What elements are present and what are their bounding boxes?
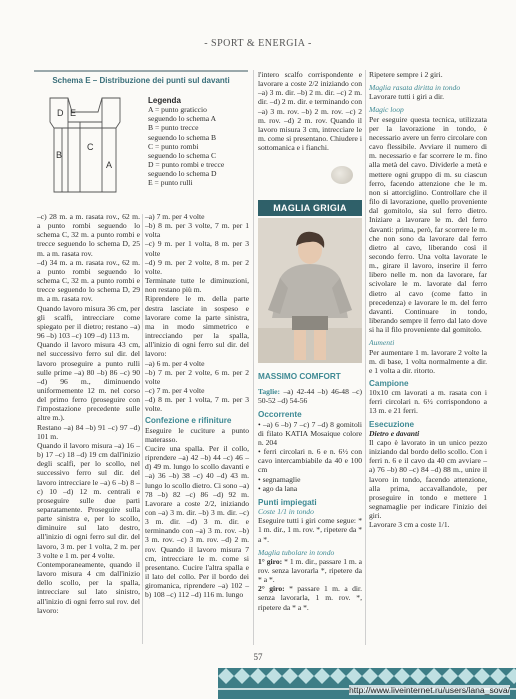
paragraph: Contemporaneamente, quando il lavoro misura 4 cm dall'inizio dello scollo, per la spalla, intrecciare sul lato sinistro, all'inizio di ogni ferro sul rov. del lavoro: xyxy=(37,559,140,615)
section-title: - SPORT & ENERGIA - xyxy=(204,38,312,49)
legend-line: C = punto rombi xyxy=(148,141,199,151)
schema-label: D xyxy=(57,108,64,118)
paragraph: Quando lavoro misura 36 cm, per gli scalfi, intrecciare come spiegato per il dietro; restano –a) 96 –b) 103 –c) 109 –d) 113 m. xyxy=(37,303,140,341)
paragraph: –a) 7 m. per 4 volte xyxy=(145,212,205,221)
page-number: 57 xyxy=(253,652,263,662)
paragraph: Quando il lavoro misura –a) 16 –b) 17 –c) 18 –d) 19 cm dall'inizio degli scalfi, per lo scollo, nel successivo ferro sul dir. del lavoro intrecciare le –a) 6 –b) 8 –c) 10 –d) 12 m. centrali e proseguire sulle due parti separatamente. Proseguire sulla parte sinistra e, per lo scollo, diminuire sul lato destro, all'inizio di ogni ferro sul dir. del lavoro, 3 m. per 1 volta, 2 m. per 3 volte e 1 m. per 4 volte. xyxy=(37,440,140,560)
paragraph: Il capo è lavorato in un unico pezzo iniziando dal bordo dello scollo. Con i ferri n. 6 e il cavo da 40 cm avviare –a) 76 –b) 80 –c) 84 –d) 88 m., unire il lavoro in tondo, facendo attenzione, alla prima, accavallandole, per proseguire in tondo e mettere 1 segnamaglie per indicare l'inizio dei giri. xyxy=(369,437,487,521)
paragraph: –d) 8 m. per 1 volta, 7 m. per 3 volte. xyxy=(145,395,249,414)
paragraph: –c) 28 m. a m. rasata rov., 62 m. a punto rombi seguendo lo schema C, 32 m. a punto rombi e trecce seguendo lo schema D, 25 m. a m. rasata rov. xyxy=(37,212,140,258)
subheading: Aumenti xyxy=(369,338,395,348)
subheading: Dietro e davanti xyxy=(369,428,420,438)
paragraph: Eseguire le cuciture a punto materasso. xyxy=(145,425,249,444)
paragraph: 10x10 cm lavorati a m. rasata con i ferri circolari n. 6½ corrispondono a 13 m. e 21 ferri. xyxy=(369,388,487,416)
legend-line: A = punto graticcio xyxy=(148,105,207,115)
paragraph: Per eseguire questa tecnica, utilizzata per la lavorazione in tondo, è necessario avere un ferro circolare con cavo flessibile. Avviare il numero di m. necessario e far scorrere le m. fino alla metà del cavo. Dividerle a metà e mettere ogni gruppo di m. su ciascun ferro, facendo attenzione che le m. non si attorciglino. Controllare che il filo di lavorazione, quello proveniente dal gomitolo, sia sul ferro dietro. Iniziare a lavorare le m. del ferro davanti: prima, però, far scorrere le m. che non sono da lavorare dal ferro dietro al cavo, liberando così il secondo ferro. Una volta lavorate le m., girare il lavoro, inserire il ferro libero nelle m. non da lavorare, far scivolare le m. lavorate dal ferro dietro al cavo (come fatto in precedenza) e lavorare le m. del ferro davanti. Continuare in tondo, liberando sempre il ferro dal lato dove si ha il filo proveniente dal gomitolo. xyxy=(369,114,487,335)
schema-label: A xyxy=(106,160,113,170)
section-heading: Campione xyxy=(369,379,409,388)
material-item: ferri circolari n. 6 e n. 6½ con cavo intercambiabile da 40 e 100 cm xyxy=(258,447,362,475)
paragraph: Cucire una spalla. Per il collo, riprendere –a) 42 –b) 44 –c) 46 –d) 49 m. lungo lo scollo davanti e –a) 36 –b) 38 –c) 40 –d) 43 m. lungo lo scollo dietro. Ci sono –a) 78 –b) 82 –c) 86 –d) 92 m. Lavorare a coste 2/2, iniziando con –a) 3 m. dir. –b) 3 m. dir. –c) 3 m. dir. –d) 3 m. dir. e terminando con –a) 3 m. rov. –b) 3 m. rov. –c) 3 m. rov. –d) 2 m. rov. Quando il lavoro misura 7 cm, intrecciare le m. come si presentano. Cucire l'altra spalla e il lato del collo. Per il bordo dei giromanica, riprendere –a) 102 –b) 108 –c) 112 –d) 116 m. lungo xyxy=(145,443,249,600)
round-label: 2° giro: xyxy=(258,584,285,594)
text-column-3 xyxy=(258,70,362,152)
column-divider xyxy=(253,70,254,645)
paragraph: –d) 34 m. a m. rasata rov., 62 m. a punto rombi seguendo lo schema C, 32 m. a punto rombi e trecce seguendo lo schema D, 29 m. a m. rasata rov. xyxy=(37,257,140,304)
paragraph: –c) 7 m. per 4 volte xyxy=(145,385,205,395)
paragraph: –b) 8 m. per 3 volte, 7 m. per 1 volta xyxy=(145,221,249,240)
legend-line: D = punto rombi e trecce xyxy=(148,160,225,170)
legend-line: seguendo lo schema C xyxy=(148,150,217,160)
text-column-2 xyxy=(145,212,249,600)
text-column-4 xyxy=(369,70,487,530)
paragraph: Ripetere sempre i 2 giri. xyxy=(369,70,443,79)
column-divider xyxy=(365,70,366,645)
round-label: 1° giro: xyxy=(258,556,283,566)
legend-line: seguendo lo schema B xyxy=(148,132,217,142)
section-heading: Punti impiegati xyxy=(258,497,317,507)
paragraph: Lavorare tutti i giri a dir. xyxy=(369,92,445,102)
schema-label: E xyxy=(70,108,77,118)
schema-title: Schema E – Distribuzione dei punti sul davanti xyxy=(52,76,230,85)
text-column-1 xyxy=(37,212,140,615)
paragraph: Eseguire tutti i giri come segue: * 1 m. dir., 1 m. rov. *, ripetere da * a *. xyxy=(258,516,362,544)
material-item: ago da lana xyxy=(262,483,298,493)
schema-diagram xyxy=(40,92,140,200)
watermark-url: http://www.liveinternet.ru/users/lana_sova/ xyxy=(349,685,510,695)
paragraph: Lavorare 3 cm a coste 1/1. xyxy=(369,520,450,530)
paragraph: Terminate tutte le diminuzioni, non restano più m. xyxy=(145,276,249,295)
schema-label: B xyxy=(56,150,63,160)
subheading: Coste 1/1 in tondo xyxy=(258,507,314,517)
material-item: –a) 6 –b) 7 –c) 7 –d) 8 gomitoli di filato KATIA Mosaique colore n. 204 xyxy=(258,419,362,447)
subheading: Maglia rasata diritta in tondo xyxy=(369,83,461,93)
paragraph: Per aumentare 1 m. lavorare 2 volte la m. di base, 1 volta normalmente a dir. e 1 volta a dir. ritorto. xyxy=(369,347,487,375)
subheading: Magic loop xyxy=(369,105,404,115)
paragraph: * passare 1 m. a dir. senza lavorarla, 1 m. rov. *, ripetere da * a *. xyxy=(258,584,363,612)
pattern-title: MAGLIA GRIGIA xyxy=(258,200,362,216)
legend-line: E = punto rulli xyxy=(148,178,193,188)
paragraph: Quando il lavoro misura 43 cm, nel successivo ferro sul dir. del lavoro proseguire a punto rulli sulle prime –a) 80 –b) 86 –c) 90 –d) 96 m., diminuendo uniformemente 12 m. nel corso del primo ferro (proseguire con l'impostazione precedente sulle altre m.). xyxy=(37,340,140,423)
column-divider xyxy=(142,214,143,644)
legend-line: seguendo lo schema A xyxy=(148,114,217,124)
page-header xyxy=(0,38,516,49)
paragraph: Riprendere le m. della parte destra lasciate in sospeso e lavorare come la parte sinistra, ma in modo simmetrico e intrecciando per la spalla, all'inizio di ogni ferro sul dir. del lavoro: xyxy=(145,294,249,359)
paragraph: l'intero scalfo corrispondente e lavorare a coste 2/2 iniziando con –a) 3 m. dir. –b) 2 m. dir. –c) 2 m. dir. –d) 2 m. dir. e terminando con –a) 3 m. rov. –b) 2 m. rov. –c) 2 m. rov. –d) 2 m. rov. Quando il lavoro misura 3 cm, intrecciare le m. come si presentano. Chiudere i sottomanica e i fianchi. xyxy=(258,70,362,153)
paragraph: Restano –a) 84 –b) 91 –c) 97 –d) 101 m. xyxy=(37,422,140,441)
legend-line: seguendo lo schema D xyxy=(148,169,217,179)
material-item: segnamaglie xyxy=(262,474,301,484)
taglie-label: Taglie: xyxy=(258,387,281,397)
section-heading: Confezione e rifiniture xyxy=(145,416,232,426)
pattern-details: MASSIMO COMFORT Taglie: –a) 42-44 –b) 46-48 –c) 50-52 –d) 54-56 Occorrente • –a) 6 –b) 7 –c) 7 –d) 8 gomitoli di filato KATIA Mosaique colore n. 204 • ferri circolari n. 6 e n. 6½ con cavo intercambiabile da 40 e 100 cm • segnamaglie • ago da lana Punti impiegati Coste 1/1 in tondo Eseguire tutti i giri come segue: * 1 m. dir., 1 m. rov. *, ripetere da * a *. Maglia tubolare in tondo 1° giro: * 1 m. dir., passare 1 m. a rov. senza lavorarla *, ripetere da * a *. 2° giro: * passare 1 m. a dir. senza lavorarla, 1 m. rov. *, ripetere da * a *. xyxy=(258,372,363,612)
subheading: Maglia tubolare in tondo xyxy=(258,547,335,557)
model-photo xyxy=(258,218,362,363)
designer-name: MASSIMO COMFORT xyxy=(258,372,341,381)
legend-title: Legenda xyxy=(148,96,181,105)
legend-line: B = punto trecce xyxy=(148,123,199,133)
schema-label: C xyxy=(87,142,94,152)
paragraph: –d) 9 m. per 2 volte, 8 m. per 2 volte. xyxy=(145,257,249,276)
paragraph: –a) 6 m. per 4 volte xyxy=(145,358,205,368)
paragraph: –c) 9 m. per 1 volta, 8 m. per 3 volte xyxy=(145,239,249,258)
taglie-value: –a) 42-44 –b) 46-48 –c) 50-52 –d) 54-56 xyxy=(258,387,362,406)
paragraph: –b) 7 m. per 2 volte, 6 m. per 2 volte xyxy=(145,367,249,386)
yarn-ball-image xyxy=(331,166,353,184)
section-heading: Esecuzione xyxy=(369,419,415,429)
legend xyxy=(148,96,246,188)
paragraph: * 1 m. dir., passare 1 m. a rov. senza lavorarla *, ripetere da * a *. xyxy=(258,556,362,585)
section-heading: Occorrente xyxy=(258,410,302,420)
